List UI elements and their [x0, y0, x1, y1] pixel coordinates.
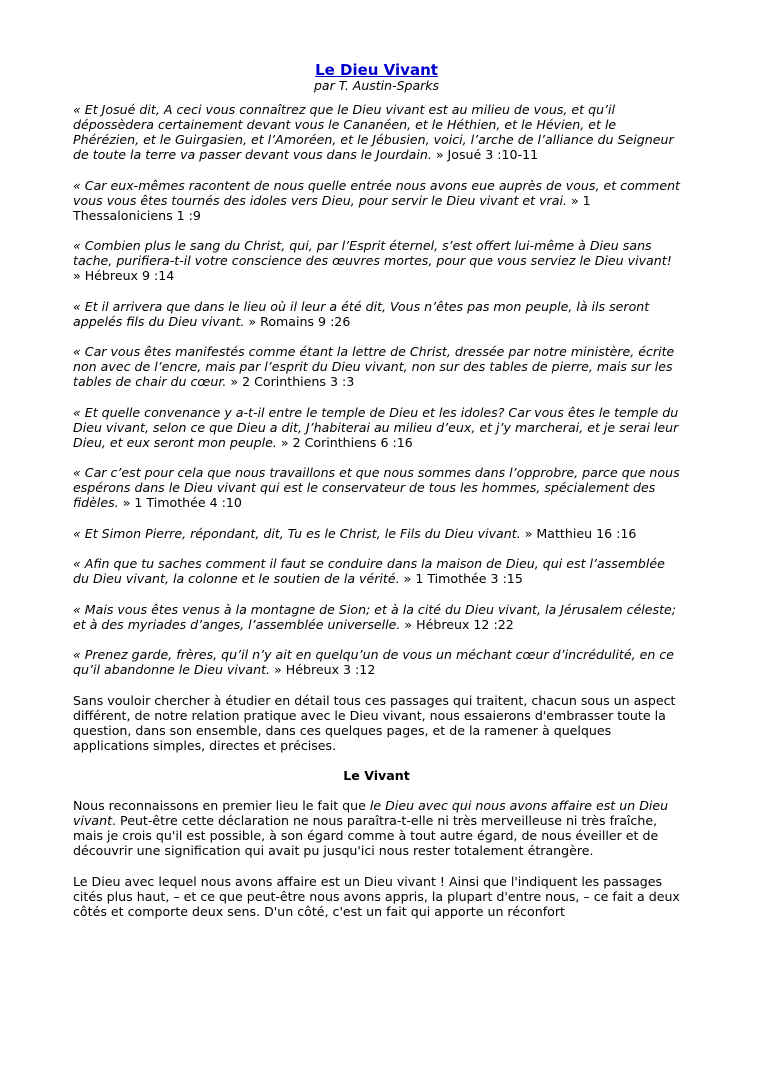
quote-text: « Car c’est pour cela que nous travaillons et que nous sommes dans l’opprobre, parce que nous espérons dans le Dieu vivant qui est le conservateur de tous les hommes, spécialement des fidèles. [73, 465, 680, 510]
intro-paragraph: Sans vouloir chercher à étudier en détail tous ces passages qui traitent, chacun sous un aspect différent, de notre relation pratique avec le Dieu vivant, nous essaierons d'embrasser toute la question, dans son ensemble, dans ces quelques pages, et de la ramener à quelques applications simples, directes et précises. [73, 692, 676, 753]
quote-text: « Combien plus le sang du Christ, qui, par l’Esprit éternel, s’est offert lui-même à Dieu sans tache, purifiera-t-il votre conscience des œuvres mortes, pour que vous serviez le Dieu vivant! [73, 238, 672, 268]
quote-paragraph [73, 602, 680, 632]
quote-text: « Prenez garde, frères, qu’il n’y ait en quelqu’un de vous un méchant cœur d’incrédulité, en ce qu’il abandonne le Dieu vivant. [73, 647, 675, 677]
quote-paragraph [73, 178, 680, 223]
quote-text: « Afin que tu saches comment il faut se conduire dans la maison de Dieu, qui est l’assemblée du Dieu vivant, la colonne et le soutien de la vérité. [73, 556, 665, 586]
quote-reference: » Josué 3 :10-11 [431, 147, 539, 162]
quote-paragraph [73, 102, 680, 162]
quote-paragraph [73, 405, 680, 450]
body-paragraph: Le Dieu avec lequel nous avons affaire est un Dieu vivant ! Ainsi que l'indiquent les passages cités plus haut, – et ce que peut-être nous avons appris, la plupart d'entre nous, – ce fait a deux côtés et comporte deux sens. D'un côté, c'est un fait qui apporte un réconfort [73, 873, 680, 919]
quote-reference: » Hébreux 12 :22 [400, 616, 514, 632]
quote-paragraph [73, 299, 680, 329]
quote-reference: » 1 Timothée 3 :15 [399, 571, 523, 586]
quote-text: « Car vous êtes manifestés comme étant la lettre de Christ, dressée par notre ministère, écrite non avec de l’encre, mais par l’esprit du Dieu vivant, non sur des tables de pierre, mais sur les tables de chair du cœur. [73, 344, 675, 389]
quote-text: « Et quelle convenance y a-t-il entre le temple de Dieu et les idoles? Car vous êtes le temple du Dieu vivant, selon ce que Dieu a dit, J’habiterai au milieu d’eux, et j’y marcherai, et je serai leur Dieu, et eux seront mon peuple. [73, 404, 679, 450]
quote-reference: » Matthieu 16 :16 [520, 525, 637, 541]
author-line: par T. Austin-Sparks [313, 78, 440, 93]
quote-text: « Et il arrivera que dans le lieu où il leur a été dit, Vous n’êtes pas mon peuple, là ils seront appelés fils du Dieu vivant. [73, 298, 650, 329]
body-emphasis: le Dieu avec qui nous avons affaire est un Dieu vivant [73, 798, 669, 828]
body-text: Nous reconnaissons en premier lieu le fait que [73, 798, 370, 813]
page-title [73, 62, 680, 78]
quote-paragraph [73, 556, 680, 586]
quote-reference: » 2 Corinthiens 6 :16 [276, 434, 413, 450]
quote-reference: » Hébreux 9 :14 [73, 268, 175, 283]
quote-paragraph [73, 465, 680, 510]
body-text: . Peut-être cette déclaration ne nous paraîtra-t-elle ni très merveilleuse ni très fraîche, mais je crois qu'il est possible, à son égard comme à tout autre égard, de nous éveiller et de découvrir une signification qui avait pu jusqu'ici nous rester totalement étrangère. [73, 813, 659, 858]
quote-reference: » Romains 9 :26 [244, 313, 351, 329]
quote-text: « Car eux-mêmes racontent de nous quelle entrée nous avons eue auprès de vous, et comment vous vous êtes tournés des idoles vers Dieu, pour servir le Dieu vivant et vrai. [73, 177, 680, 208]
quote-text: « Et Josué dit, A ceci vous connaîtrez que le Dieu vivant est au milieu de vous, et qu’il dépossèdera certainement devant vous le Cananéen, et le Héthien, et le Hévien, et le Phérézien, et le Guirgasien, et l’Amoréen, et le Jébusien, voici, l’arche de l’alliance du Seigneur de toute la terre va passer devant vous dans le Jourdain. [73, 102, 674, 162]
quote-paragraph [73, 526, 680, 541]
quote-paragraph [73, 238, 680, 283]
title-link[interactable]: Le Dieu Vivant [315, 61, 438, 79]
quote-reference: » 1 Thessaloniciens 1 :9 [73, 192, 591, 223]
quote-paragraph [73, 647, 680, 677]
section-heading: Le Vivant [343, 768, 410, 783]
quote-text: « Et Simon Pierre, répondant, dit, Tu es le Christ, le Fils du Dieu vivant. [73, 525, 521, 541]
quote-paragraph [73, 344, 680, 389]
quote-text: « Mais vous êtes venus à la montagne de Sion; et à la cité du Dieu vivant, la Jérusalem céleste; et à des myriades d’anges, l’assemblée universelle. [73, 601, 677, 632]
quote-reference: » 2 Corinthiens 3 :3 [226, 374, 355, 389]
document-page [0, 62, 768, 1086]
body-paragraph [73, 798, 680, 858]
quote-reference: » 1 Timothée 4 :10 [118, 495, 242, 510]
quote-reference: » Hébreux 3 :12 [270, 662, 376, 677]
